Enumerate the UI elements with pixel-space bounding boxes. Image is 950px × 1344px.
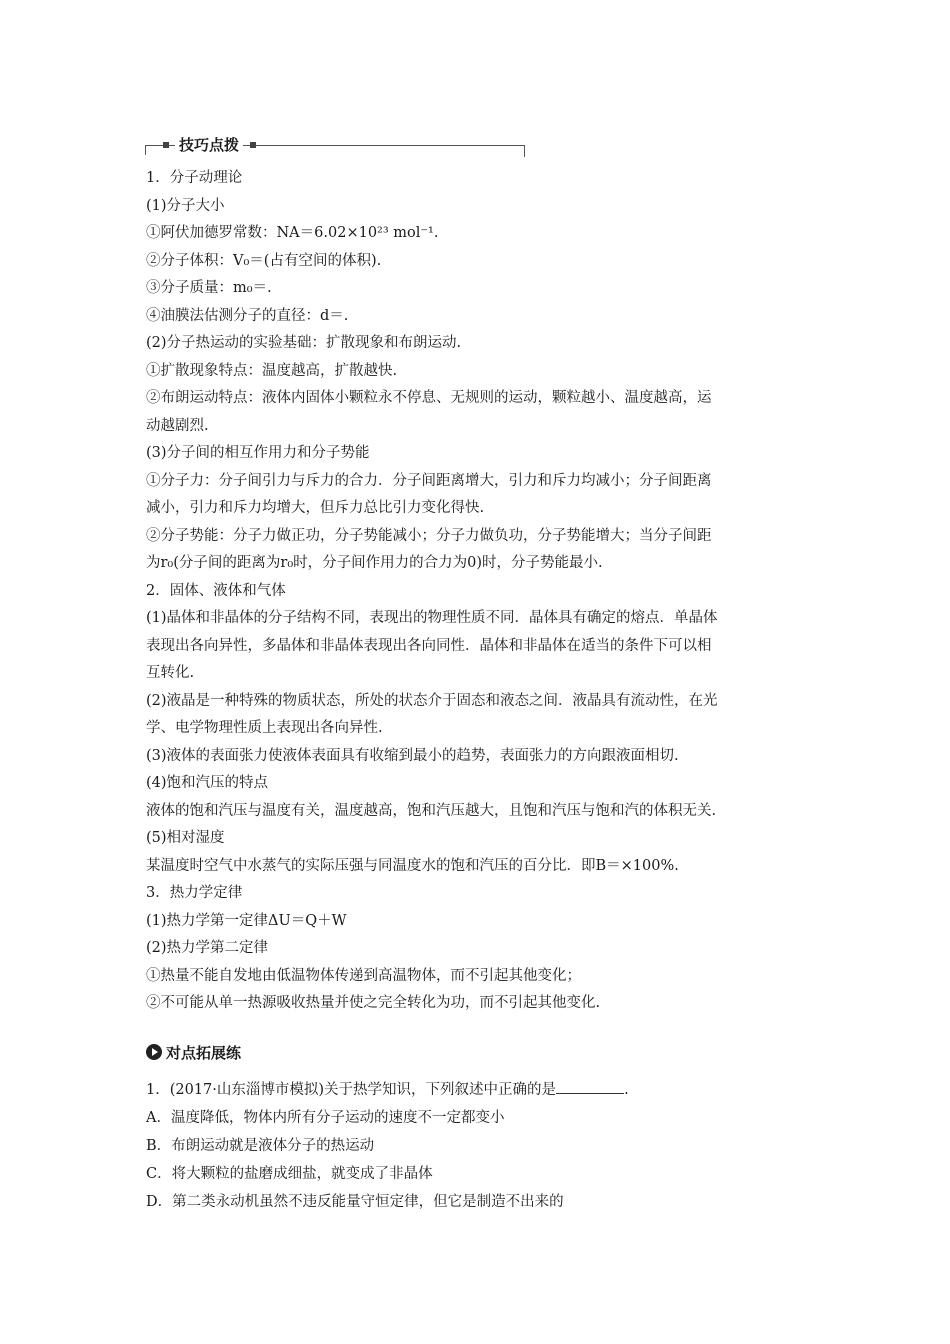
- text-line: (2)液晶是一种特殊的物质状态，所处的状态介于固态和液态之间．液晶具有流动性，在光: [146, 692, 718, 709]
- text-line: ④油膜法估测分子的直径：d＝.: [146, 307, 349, 324]
- option-b: B．布朗运动就是液体分子的热运动: [146, 1138, 375, 1154]
- text-line: ①阿伏加德罗常数：NA＝6.02×10²³ mol⁻¹.: [146, 225, 439, 241]
- text-line: ②布朗运动特点：液体内固体小颗粒永不停息、无规则的运动，颗粒越小、温度越高，运: [146, 390, 712, 406]
- text-line: 1．分子动理论: [146, 170, 243, 186]
- question-stem: [146, 1076, 810, 1104]
- text-line: 学、电学物理性质上表现出各向异性.: [146, 720, 383, 736]
- text-line: ③分子质量：m₀＝.: [146, 280, 272, 296]
- question-stem-end: .: [624, 1082, 629, 1098]
- section-header: [145, 132, 525, 162]
- header-rule-right-tick: [524, 145, 525, 157]
- option-a: A．温度降低，物体内所有分子运动的速度不一定都变小: [146, 1110, 505, 1126]
- exercise-title: 对点拓展练: [166, 1043, 242, 1062]
- text-line: (1)分子大小: [146, 197, 225, 214]
- text-line: ①扩散现象特点：温度越高，扩散越快.: [146, 362, 398, 379]
- text-line: ②分子体积：V₀＝(占有空间的体积).: [146, 252, 382, 269]
- text-line: ②分子势能：分子力做正功，分子势能减小；分子力做负功，分子势能增大；当分子间距: [146, 527, 712, 544]
- text-line: 为r₀(分子间的距离为r₀时，分子间作用力的合力为0)时，分子势能最小.: [146, 555, 603, 571]
- text-line: (5)相对湿度: [146, 830, 225, 846]
- text-line: (2)热力学第二定律: [146, 940, 269, 956]
- text-line: 动越剧烈.: [146, 417, 209, 434]
- play-circle-icon: [146, 1044, 162, 1060]
- text-line: (4)饱和汽压的特点: [146, 775, 269, 791]
- text-line: (1)热力学第一定律ΔU＝Q＋W: [146, 912, 347, 929]
- header-rule-left-tick: [145, 145, 146, 155]
- text-line: ②不可能从单一热源吸收热量并使之完全转化为功，而不引起其他变化.: [146, 995, 601, 1011]
- option-d: D．第二类永动机虽然不违反能量守恒定律，但它是制造不出来的: [146, 1194, 564, 1210]
- text-line: 表现出各向异性，多晶体和非晶体表现出各向同性．晶体和非晶体在适当的条件下可以相: [146, 637, 712, 654]
- text-line: 互转化.: [146, 665, 195, 681]
- exercise-header: [146, 1040, 241, 1064]
- text-line: 3．热力学定律: [146, 885, 243, 901]
- text-line: (1)晶体和非晶体的分子结构不同，表现出的物理性质不同．晶体具有确定的熔点．单晶体: [146, 610, 718, 626]
- question-stem-text: 1．(2017·山东淄博市模拟)关于热学知识，下列叙述中正确的是: [146, 1082, 557, 1098]
- option-c: C．将大颗粒的盐磨成细盐，就变成了非晶体: [146, 1166, 433, 1182]
- text-line: ①分子力：分子间引力与斥力的合力．分子间距离增大，引力和斥力均减小；分子间距离: [146, 472, 712, 489]
- answer-blank: [556, 1079, 624, 1094]
- text-line: 减小，引力和斥力均增大，但斥力总比引力变化得快.: [146, 500, 485, 516]
- text-line: (3)分子间的相互作用力和分子势能: [146, 445, 370, 461]
- text-line: (2)分子热运动的实验基础：扩散现象和布朗运动.: [146, 335, 462, 351]
- text-line: (3)液体的表面张力使液体表面具有收缩到最小的趋势，表面张力的方向跟液面相切.: [146, 747, 679, 764]
- question-block: [146, 1076, 810, 1216]
- text-line: 某温度时空气中水蒸气的实际压强与同温度水的饱和汽压的百分比．即B＝×100%.: [146, 857, 679, 874]
- section-title: 技巧点拨: [175, 134, 243, 156]
- text-line: 液体的饱和汽压与温度有关，温度越高，饱和汽压越大，且饱和汽压与饱和汽的体积无关.: [146, 802, 717, 819]
- square-bullet-icon: [163, 142, 169, 148]
- text-line: ①热量不能自发地由低温物体传递到高温物体，而不引起其他变化；: [146, 967, 581, 984]
- tips-body: [146, 165, 810, 1018]
- square-bullet-icon: [250, 142, 256, 148]
- text-line: 2．固体、液体和气体: [146, 582, 286, 599]
